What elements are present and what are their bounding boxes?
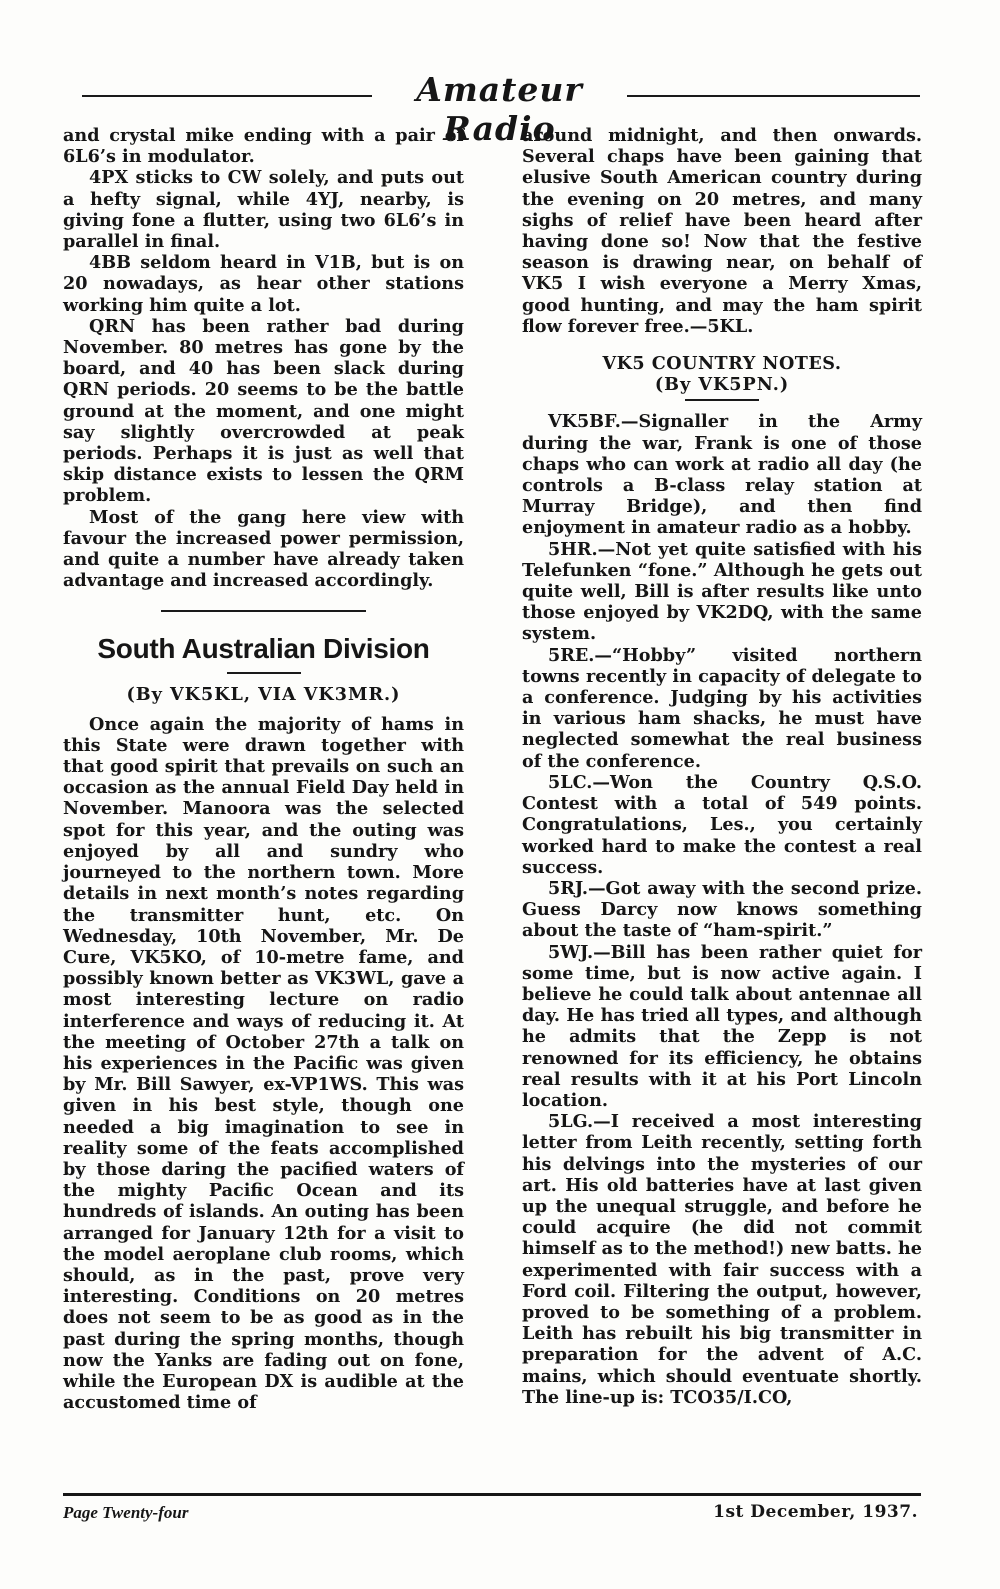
paragraph: Most of the gang here view with favour the increased power permission, and quite a number have already taken advantage and increased accordingly. — [63, 506, 464, 592]
masthead-rule-left — [82, 95, 372, 97]
note-entry: 5LC.—Won the Country Q.S.O. Contest with a total of 549 points. Congratulations, Les., you certainly worked hard to make the contest a real success. — [522, 771, 922, 878]
masthead-rule-right — [627, 95, 920, 97]
footer-rule — [63, 1493, 921, 1496]
notes-underline — [685, 399, 759, 401]
section-divider — [161, 610, 366, 612]
notes-byline: (By VK5PN.) — [654, 374, 790, 396]
note-entry: VK5BF.—Signaller in the Army during the war, Frank is one of those chaps who can work at radio all day (he controls a B-class relay station at Murray Bridge), and then find enjoyment in amateur radio as a hobby. — [522, 411, 922, 539]
issue-date: 1st December, 1937. — [713, 1502, 918, 1522]
note-entry: 5RE.—“Hobby” visited northern towns recently in capacity of delegate to a conference. Judging by his activities in various ham shacks, he must have neglected somewhat the real business of the conference. — [522, 644, 922, 772]
paragraph: 4BB seldom heard in V1B, but is on 20 nowadays, as hear other stations working him quite a lot. — [63, 252, 464, 316]
note-entry: 5RJ.—Got away with the second prize. Guess Darcy now knows something about the taste of “ham-spirit.” — [522, 877, 922, 942]
paragraph: and crystal mike ending with a pair of 6L6’s in modulator. — [63, 125, 464, 168]
note-entry: 5LG.—I received a most interesting letter from Leith recently, setting forth his delvings into the mysteries of our art. His old batteries have at last given up the unequal struggle, and before he could acquire (he did not commit himself as to the method!) new batts. he experimented with fair success with a Ford coil. Filtering the output, however, proved to be something of a problem. Leith has rebuilt his big transmitter in preparation for the advent of A.C. mains, which should eventuate shortly. The line-up is: TCO35/I.CO, — [522, 1111, 922, 1408]
right-column — [522, 125, 922, 1408]
title-underline — [227, 672, 301, 674]
masthead-title: Amateur Radio — [416, 70, 583, 148]
page-number: Page Twenty-four — [63, 1503, 189, 1522]
notes-title: VK5 COUNTRY NOTES. — [602, 353, 842, 375]
note-entry: 5HR.—Not yet quite satisfied with his Telefunken “fone.” Although he gets out quite well, Bill is after results like unto those enjoyed by VK2DQ, with the same system. — [522, 538, 922, 645]
section-byline: (By VK5KL, VIA VK3MR.) — [126, 684, 401, 706]
left-column — [63, 125, 464, 1413]
section-title: South Australian Division — [97, 633, 430, 665]
note-entry: 5WJ.—Bill has been rather quiet for some time, but is now active again. I believe he could talk about antennae all day. He has tried all types, and although he admits that the Zepp is not renowned for its efficiency, he obtains real results with it at his Port Lincoln location. — [522, 941, 922, 1111]
paragraph: 4PX sticks to CW solely, and puts out a hefty signal, while 4YJ, nearby, is giving fone a flutter, using two 6L6’s in parallel in final. — [63, 167, 464, 253]
paragraph: around midnight, and then onwards. Several chaps have been gaining that elusive South American country during the evening on 20 metres, and many sighs of relief have been heard after having done so! Now that the festive season is drawing near, on behalf of VK5 I wish everyone a Merry Xmas, good hunting, and may the ham spirit flow forever free.—5KL. — [522, 125, 922, 337]
paragraph: QRN has been rather bad during November. 80 metres has gone by the board, and 40 has been slack during QRN periods. 20 seems to be the battle ground at the moment, and one might say slightly overcrowded at peak periods. Perhaps it is just as well that skip distance exists to lessen the QRM problem. — [63, 315, 464, 507]
paragraph: Once again the majority of hams in this State were drawn together with that good spirit that prevails on such an occasion as the annual Field Day held in November. Manoora was the selected spot for this year, and the outing was enjoyed by all and sundry who journeyed to the northern town. More details in next month’s notes regarding the transmitter hunt, etc. On Wednesday, 10th November, Mr. De Cure, VK5KO, of 10-metre fame, and possibly known better as VK3WL, gave a most interesting lecture on radio interference and ways of reducing it. At the meeting of October 27th a talk on his experiences in the Pacific was given by Mr. Bill Sawyer, ex-VP1WS. This was given in his best style, though one needed a big imagination to see in reality some of the feats accomplished by those daring the pacified waters of the mighty Pacific Ocean and its hundreds of islands. An outing has been arranged for January 12th for a visit to the model aeroplane club rooms, which should, as in the past, prove very interesting. Conditions on 20 metres does not seem to be as good as in the past during the spring months, though now the Yanks are fading out on fone, while the European DX is audible at the accustomed time of — [63, 713, 464, 1414]
